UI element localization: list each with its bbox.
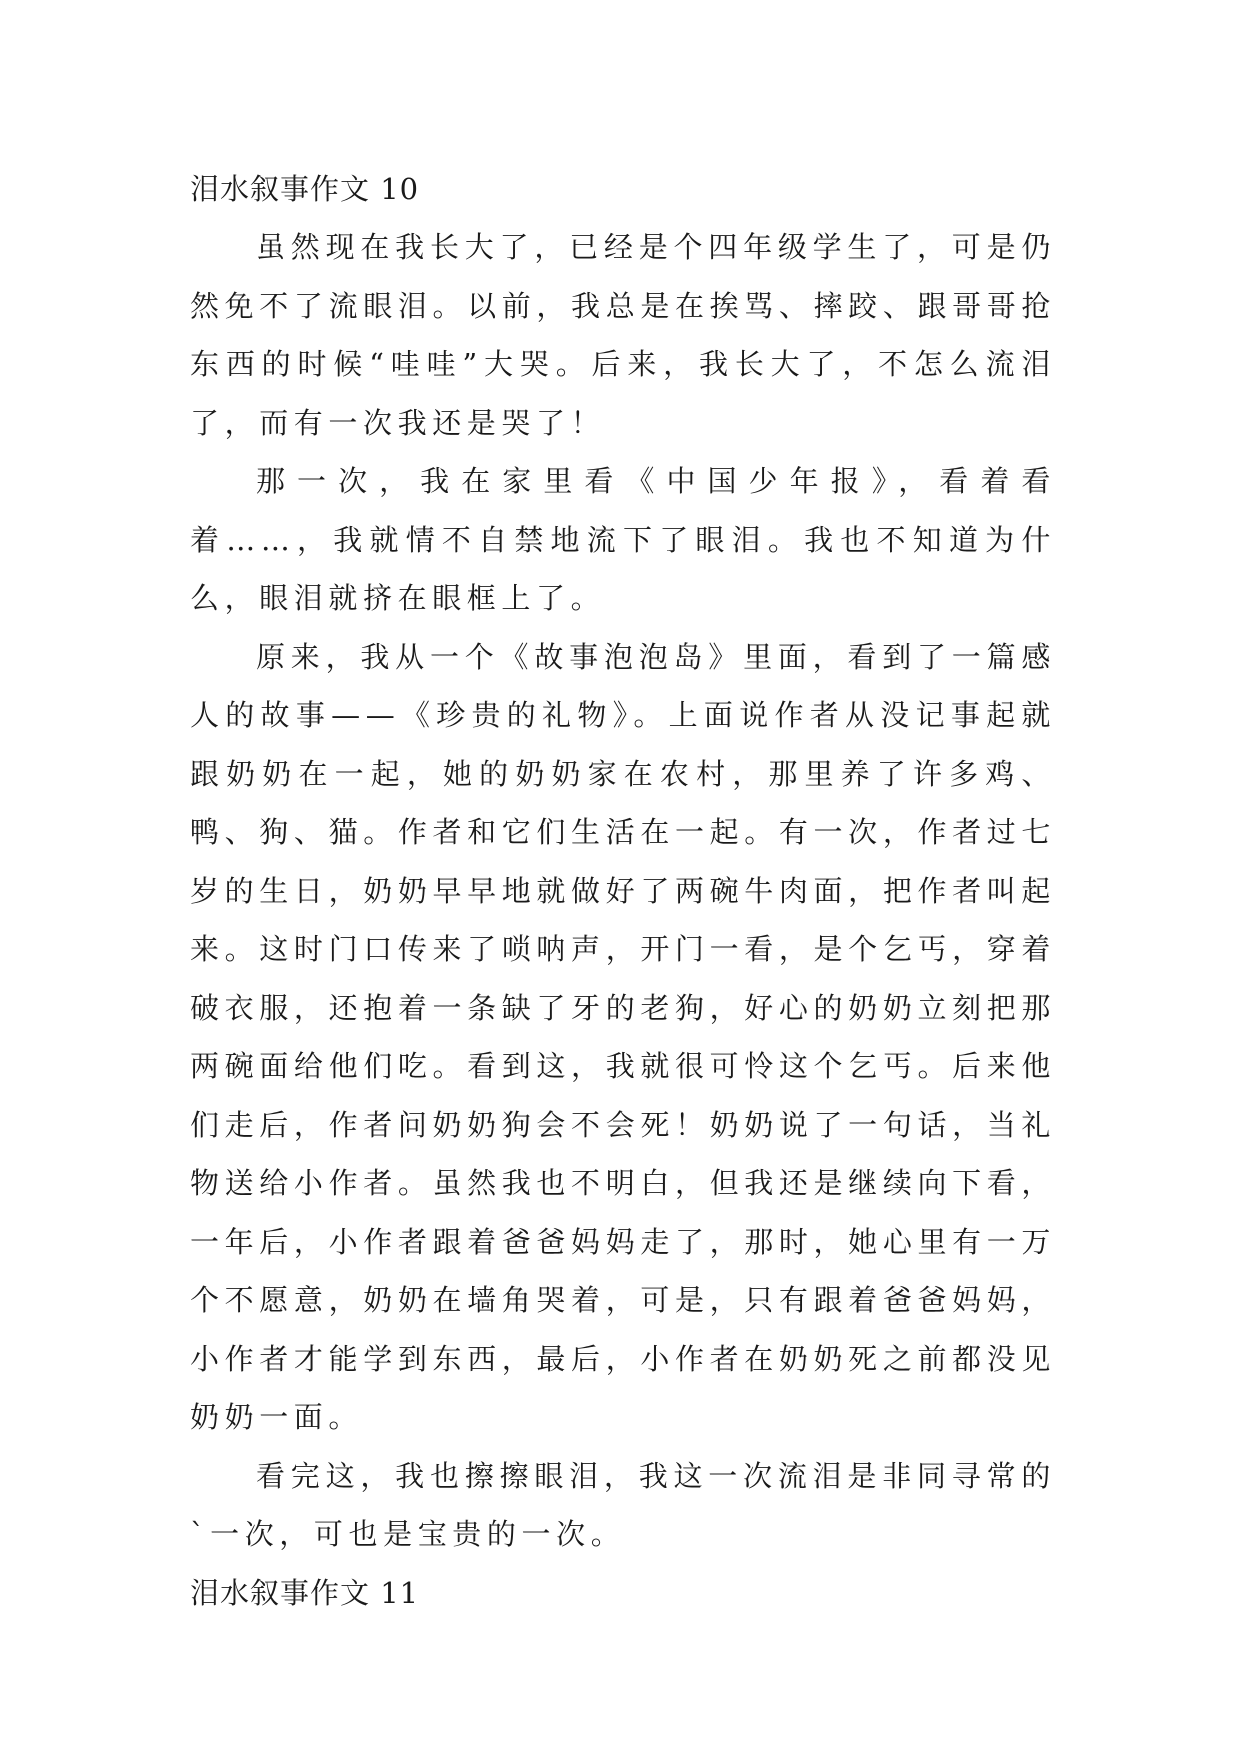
paragraph-intro: 虽然现在我长大了，已经是个四年级学生了，可是仍然免不了流眼泪。以前，我总是在挨骂、摔跤、跟哥哥抢东西的时候“哇哇”大哭。后来，我长大了，不怎么流泪了，而有一次我还是哭了！	[190, 230, 1056, 440]
document-body	[190, 160, 1056, 1622]
essay-title-10: 泪水叙事作文 10	[190, 172, 420, 206]
paragraph-conclusion: 看完这，我也擦擦眼泪，我这一次流泪是非同寻常的`一次，可也是宝贵的一次。	[190, 1458, 1056, 1551]
paragraph-story: 原来，我从一个《故事泡泡岛》里面，看到了一篇感人的故事——《珍贵的礼物》。上面说作者从没记事起就跟奶奶在一起，她的奶奶家在农村，那里养了许多鸡、鸭、狗、猫。作者和它们生活在一起。有一次，作者过七岁的生日，奶奶早早地就做好了两碗牛肉面，把作者叫起来。这时门口传来了唢呐声，开门一看，是个乞丐，穿着破衣服，还抱着一条缺了牙的老狗，好心的奶奶立刻把那两碗面给他们吃。看到这，我就很可怜这个乞丐。后来他们走后，作者问奶奶狗会不会死！奶奶说了一句话，当礼物送给小作者。虽然我也不明白，但我还是继续向下看，一年后，小作者跟着爸爸妈妈走了，那时，她心里有一万个不愿意，奶奶在墙角哭着，可是，只有跟着爸爸妈妈，小作者才能学到东西，最后，小作者在奶奶死之前都没见奶奶一面。	[190, 639, 1056, 1434]
paragraph-newspaper: 那一次，我在家里看《中国少年报》，看着看着……，我就情不自禁地流下了眼泪。我也不知道为什么，眼泪就挤在眼框上了。	[190, 464, 1056, 615]
essay-title-11: 泪水叙事作文 11	[190, 1575, 420, 1610]
